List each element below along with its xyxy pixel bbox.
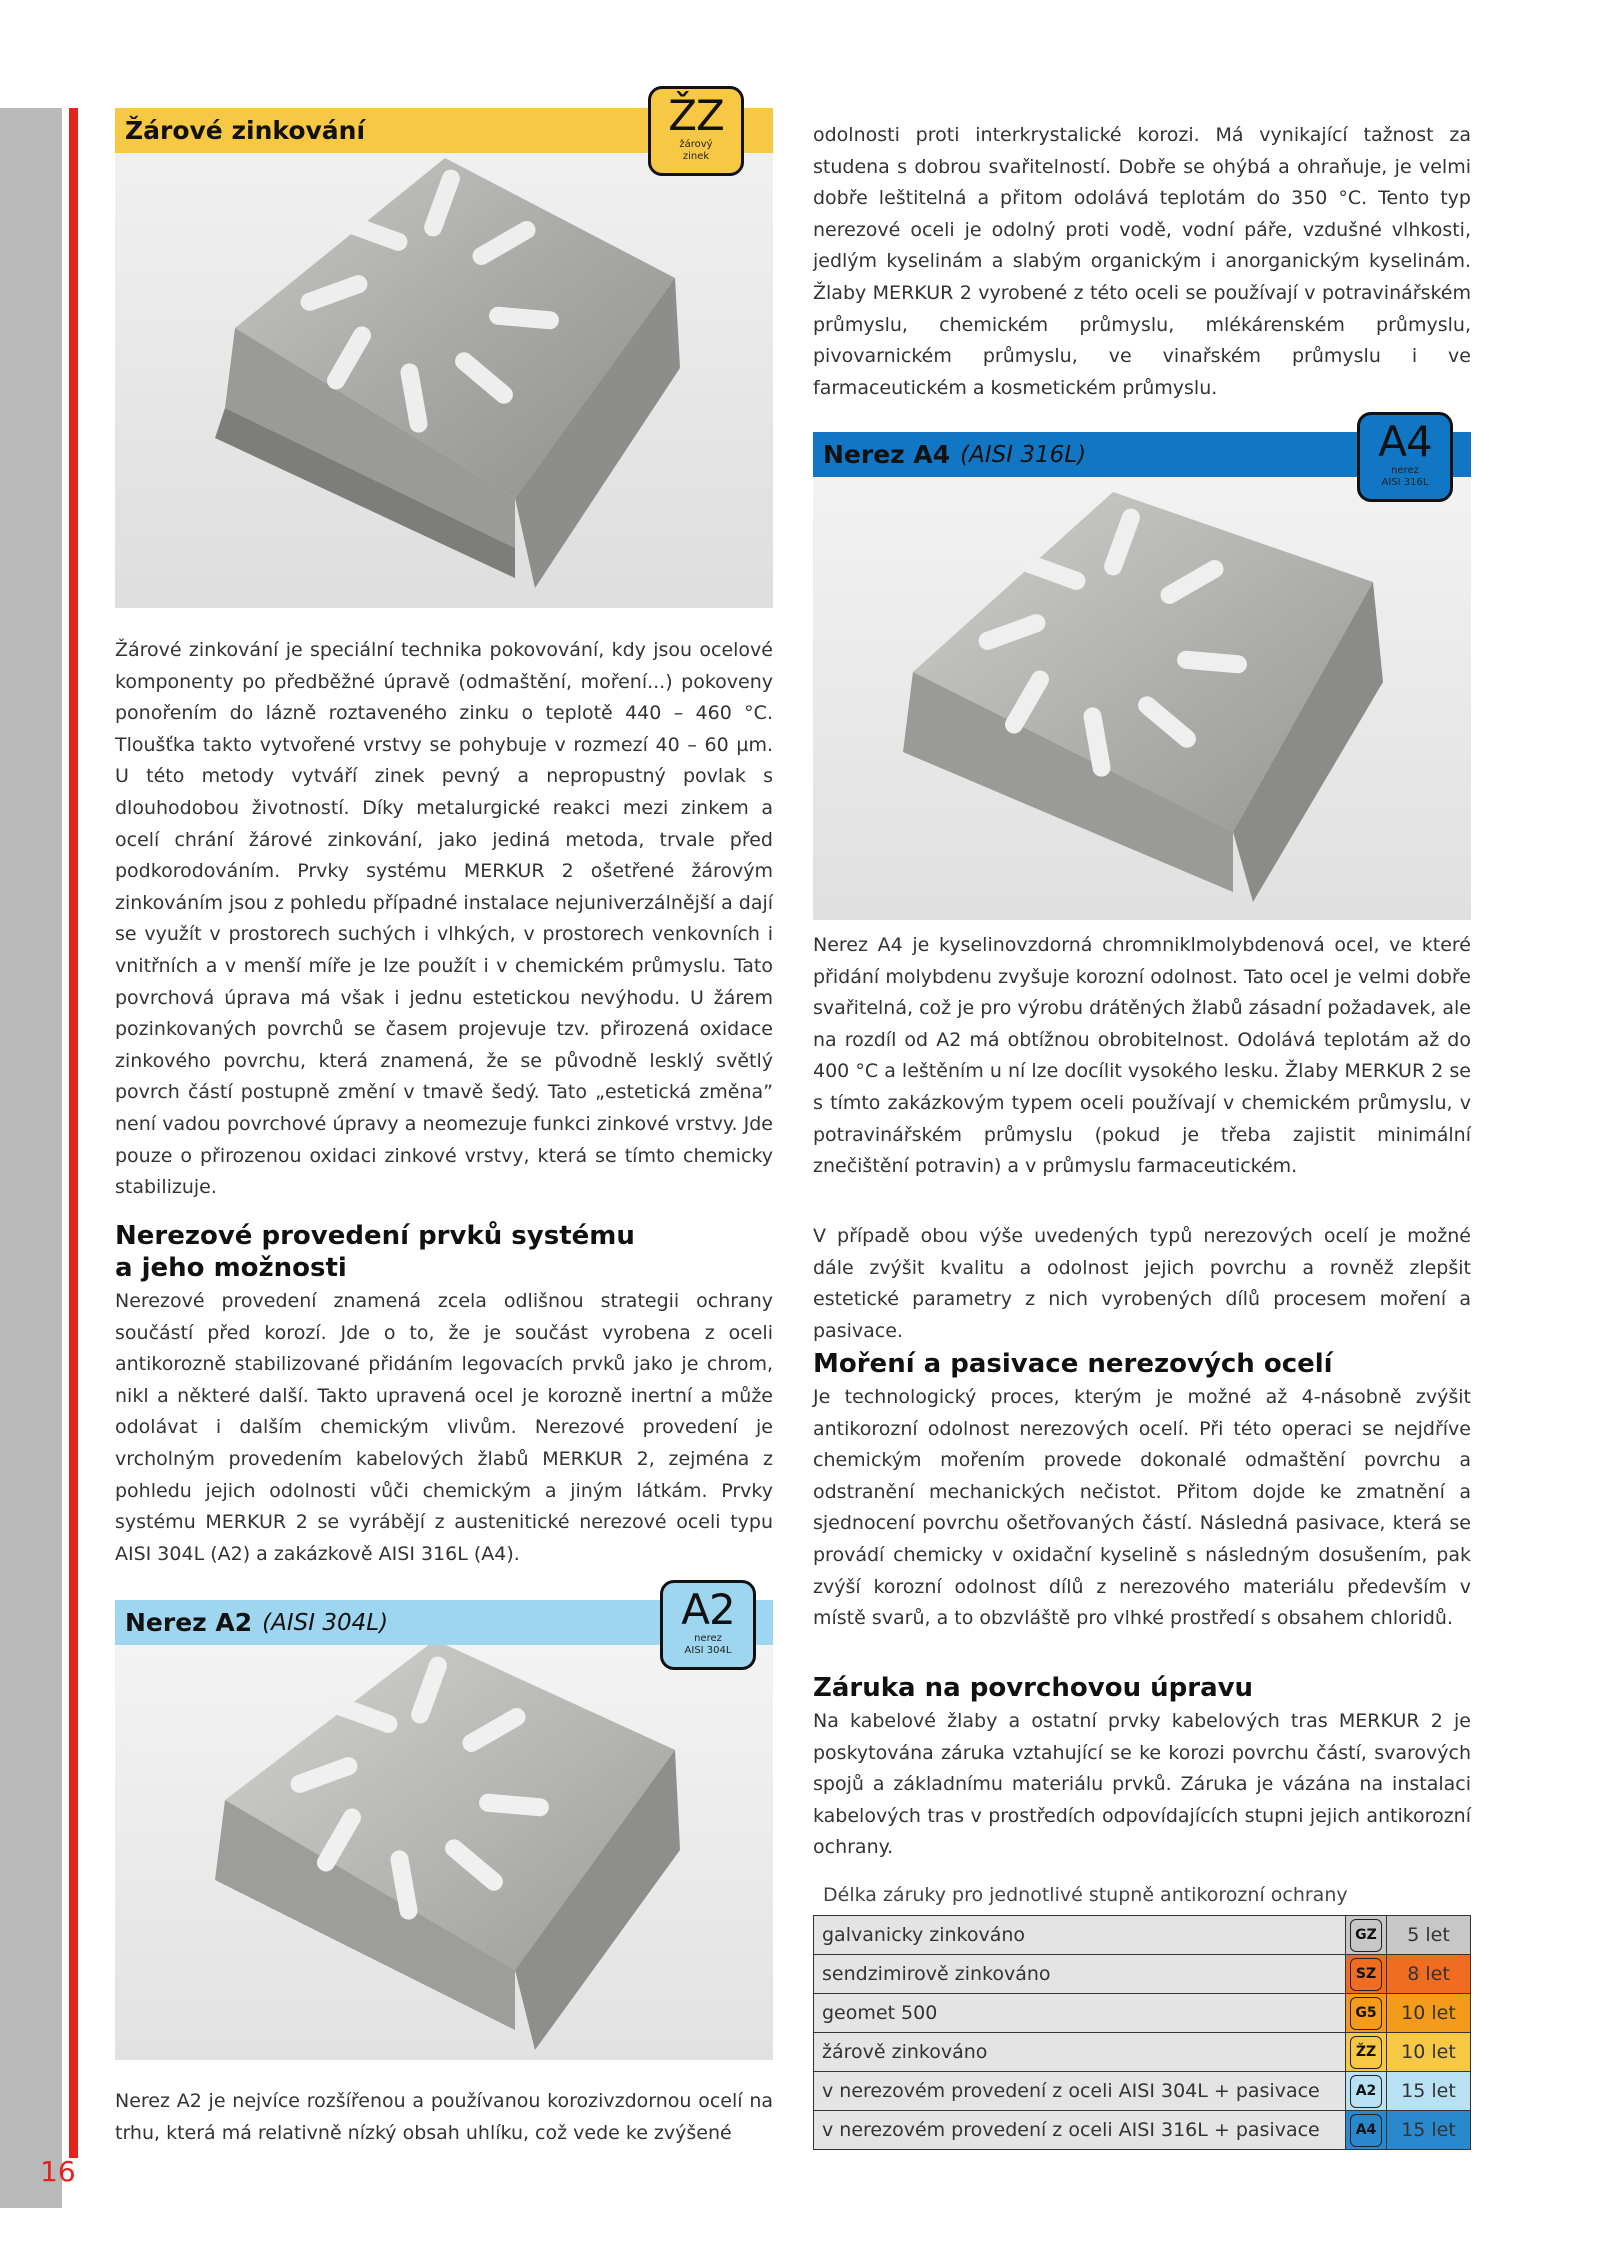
table-row xyxy=(814,2033,1471,2072)
g5-badge-icon: G5 xyxy=(1350,1997,1382,2030)
warranty-paragraph: Na kabelové žlaby a ostatní prvky kabelových tras MERKUR 2 je poskytována záruka vztahující se ke korozi povrchu částí, svarových spojů a základnímu materiálu prvků. Záruka je vázána na instalaci kabelových tras v prostředích odpovídajících stupni jejich antikorozní ochrany. xyxy=(813,1710,1471,1859)
badge-zz xyxy=(648,86,744,176)
pickling-paragraph: Je technologický proces, kterým je možné až 4-násobně zvýšit antikorozní odolnost nerezových ocelí. Při této operaci se nejdříve chemickým mořením provede dokonalé odmaštění povrchu a odstranění mechanických nečistot. Přitom dojde ke zmatnění a sjednocení povrchu ošetřovaných částí. Následná pasivace, která se provádí chemicky v oxidační kyselině s následným dosušením, pak zvýší korozní odolnost dílů z nerezového materiálu především v místě svarů, a to obzvláště pro vlhké prostředí s obsahem chloridů. xyxy=(813,1386,1471,1630)
warranty-heading: Záruka na povrchovou úpravu xyxy=(813,1673,1254,1703)
row-value: 15 let xyxy=(1387,2072,1471,2111)
badge-a4 xyxy=(1357,412,1453,502)
warranty-table-caption: Délka záruky pro jednotlivé stupně antikorozní ochrany xyxy=(823,1884,1348,1906)
section-title-a4: Nerez A4 xyxy=(823,440,951,469)
row-name: v nerezovém provedení z oceli AISI 316L + pasivace xyxy=(814,2111,1346,2150)
section-subtitle-a4: (AISI 316L) xyxy=(960,441,1087,468)
row-icon-cell xyxy=(1346,1955,1387,1994)
row-value: 15 let xyxy=(1387,2111,1471,2150)
badge-a2-code: A2 xyxy=(681,1585,735,1634)
zz-badge-icon: ŽZ xyxy=(1350,2036,1382,2069)
table-row xyxy=(814,2072,1471,2111)
section-title-hot-dip: Žárové zinkování xyxy=(125,116,366,145)
badge-zz-label: žárový zinek xyxy=(679,139,713,162)
table-row xyxy=(814,1916,1471,1955)
badge-a2-label-2: AISI 304L xyxy=(684,1645,732,1656)
badge-a2 xyxy=(660,1580,756,1670)
table-row xyxy=(814,1994,1471,2033)
a2-paragraph: Nerez A2 je nejvíce rozšířenou a používanou korozivzdornou ocelí na trhu, která má relativně nízký obsah uhlíku, což vede ke zvýšené xyxy=(115,2090,773,2144)
stainless-heading: Nerezové provedení prvků systému a jeho možnosti xyxy=(115,1221,635,1283)
badge-a2-label-1: nerez xyxy=(694,1633,722,1644)
page-number: 16 xyxy=(40,2155,76,2188)
gz-badge-icon: GZ xyxy=(1350,1919,1382,1952)
row-value: 8 let xyxy=(1387,1955,1471,1994)
a4-badge-icon: A4 xyxy=(1350,2114,1382,2147)
row-icon-cell xyxy=(1346,2033,1387,2072)
photo-a4-bracket xyxy=(813,432,1471,920)
pickling-heading: Moření a pasivace nerezových ocelí xyxy=(813,1349,1333,1379)
a4-paragraph: Nerez A4 je kyselinovzdorná chromniklmolybdenová ocel, ve které přidání molybdenu zvyšuje korozní odolnost. Tato ocel je velmi dobře svařitelná, což je pro výrobu drátěných žlabů zásadní požadavek, ale na rozdíl od A2 má obtížnou obrobitelnost. Odolává teplotám až do 400 °C a leštěním u ní lze docílit vysokého lesku. Žlaby MERKUR 2 se s tímto zakázkovým typem oceli používají v chemickém průmyslu, v potravinářském průmyslu (pokud je třeba zajistit minimální znečištění potravin) a v průmyslu farmaceutickém. xyxy=(813,934,1471,1178)
row-name: sendzimirově zinkováno xyxy=(814,1955,1346,1994)
row-name: geomet 500 xyxy=(814,1994,1346,2033)
badge-a4-label-1: nerez xyxy=(1391,465,1419,476)
both-steels-paragraph: V případě obou výše uvedených typů nerezových ocelí je možné dále zvýšit kvalitu a odolnost jejich povrchu a rovněž zlepšit estetické parametry z nich vyrobených dílů procesem moření a pasivace. xyxy=(813,1225,1471,1342)
photo-hot-dip-galvanized-bracket xyxy=(115,108,773,608)
row-icon-cell xyxy=(1346,2072,1387,2111)
a2-badge-icon: A2 xyxy=(1350,2075,1382,2108)
section-title-a2: Nerez A2 xyxy=(125,1608,253,1637)
row-value: 10 let xyxy=(1387,1994,1471,2033)
hot-dip-paragraph: Žárové zinkování je speciální technika pokovování, kdy jsou ocelové komponenty po předběžné úpravě (odmaštění, moření...) pokoveny ponořením do lázně roztaveného zinku o teplotě 440 – 460 °C. Tloušťka takto vytvořené vrstvy se pohybuje v rozmezí 40 – 60 µm. U této metody vytváří zinek pevný a nepropustný povlak s dlouhodobou životností. Díky metalurgické reakci mezi zinkem a ocelí chrání žárové zinkování, jako jediná metoda, trvale před podkorodováním. Prvky systému MERKUR 2 ošetřené žárovým zinkováním jsou z pohledu případné instalace nejuniverzálnější a dají se využít v prostorech suchých i vlhkých, v prostorech venkovních i vnitřních a v menší míře je lze použít i v chemickém průmyslu. Tato povrchová úprava má však i jednu estetickou nevýhodu. U žárem pozinkovaných povrchů se časem projevuje tzv. přirozená oxidace zinkového povrchu, která znamená, že se původně lesklý světlý povrch částí postupně změní v tmavě šedý. Tato „estetická změna” není vadou povrchové úpravy a neomezuje funkci zinkové vrstvy. Jde pouze o přirozenou oxidaci zinkové vrstvy, která se tímto chemicky stabilizuje. xyxy=(115,639,774,1199)
badge-a4-label-2: AISI 316L xyxy=(1381,477,1429,488)
stainless-paragraph: Nerezové provedení znamená zcela odlišnou strategii ochrany součástí před korozí. Jde o to, že je součást vyrobena z oceli antikorozně stabilizované přidáním legovacích prvků jako je chrom, nikl a některé další. Takto upravená ocel je korozně inertní a může odolávat i dalším chemickým vlivům. Nerezové provedení je vrcholným provedením kabelových žlabů MERKUR 2, zejména z pohledu jejich odolnosti vůči chemickým a jiným látkám. Prvky systému MERKUR 2 se vyrábějí z austenitické nerezové oceli typu AISI 304L (A2) a zakázkově AISI 316L (A4). xyxy=(115,1290,773,1565)
table-row xyxy=(814,2111,1471,2150)
side-gray-bar xyxy=(0,108,62,2208)
sz-badge-icon: SZ xyxy=(1350,1958,1382,1991)
badge-a4-code: A4 xyxy=(1378,417,1432,466)
row-icon-cell xyxy=(1346,1994,1387,2033)
row-icon-cell xyxy=(1346,1916,1387,1955)
row-value: 10 let xyxy=(1387,2033,1471,2072)
row-name: v nerezovém provedení z oceli AISI 304L + pasivace xyxy=(814,2072,1346,2111)
table-row xyxy=(814,1955,1471,1994)
a2-continued-paragraph: odolnosti proti interkrystalické korozi. Má vynikající tažnost za studena s dobrou svařitelností. Dobře se ohýbá a ohraňuje, je velmi dobře leštitelná a přitom odolává teplotám do 350 °C. Tento typ nerezové oceli je odolný proti vodě, vodní páře, vzdušné vlhkosti, jedlým kyselinám a slabým organickým i anorganickým kyselinám. Žlaby MERKUR 2 vyrobené z této oceli se používají v potravinářském průmyslu, chemickém průmyslu, mlékárenském průmyslu, pivovarnickém průmyslu, ve vinařském průmyslu i ve farmaceutickém a kosmetickém průmyslu. xyxy=(813,124,1471,399)
row-value: 5 let xyxy=(1387,1916,1471,1955)
side-red-bar xyxy=(69,108,78,2158)
row-icon-cell xyxy=(1346,2111,1387,2150)
warranty-table xyxy=(813,1915,1471,2150)
row-name: galvanicky zinkováno xyxy=(814,1916,1346,1955)
row-name: žárově zinkováno xyxy=(814,2033,1346,2072)
badge-zz-code: ŽZ xyxy=(668,91,724,140)
section-subtitle-a2: (AISI 304L) xyxy=(262,1609,389,1636)
